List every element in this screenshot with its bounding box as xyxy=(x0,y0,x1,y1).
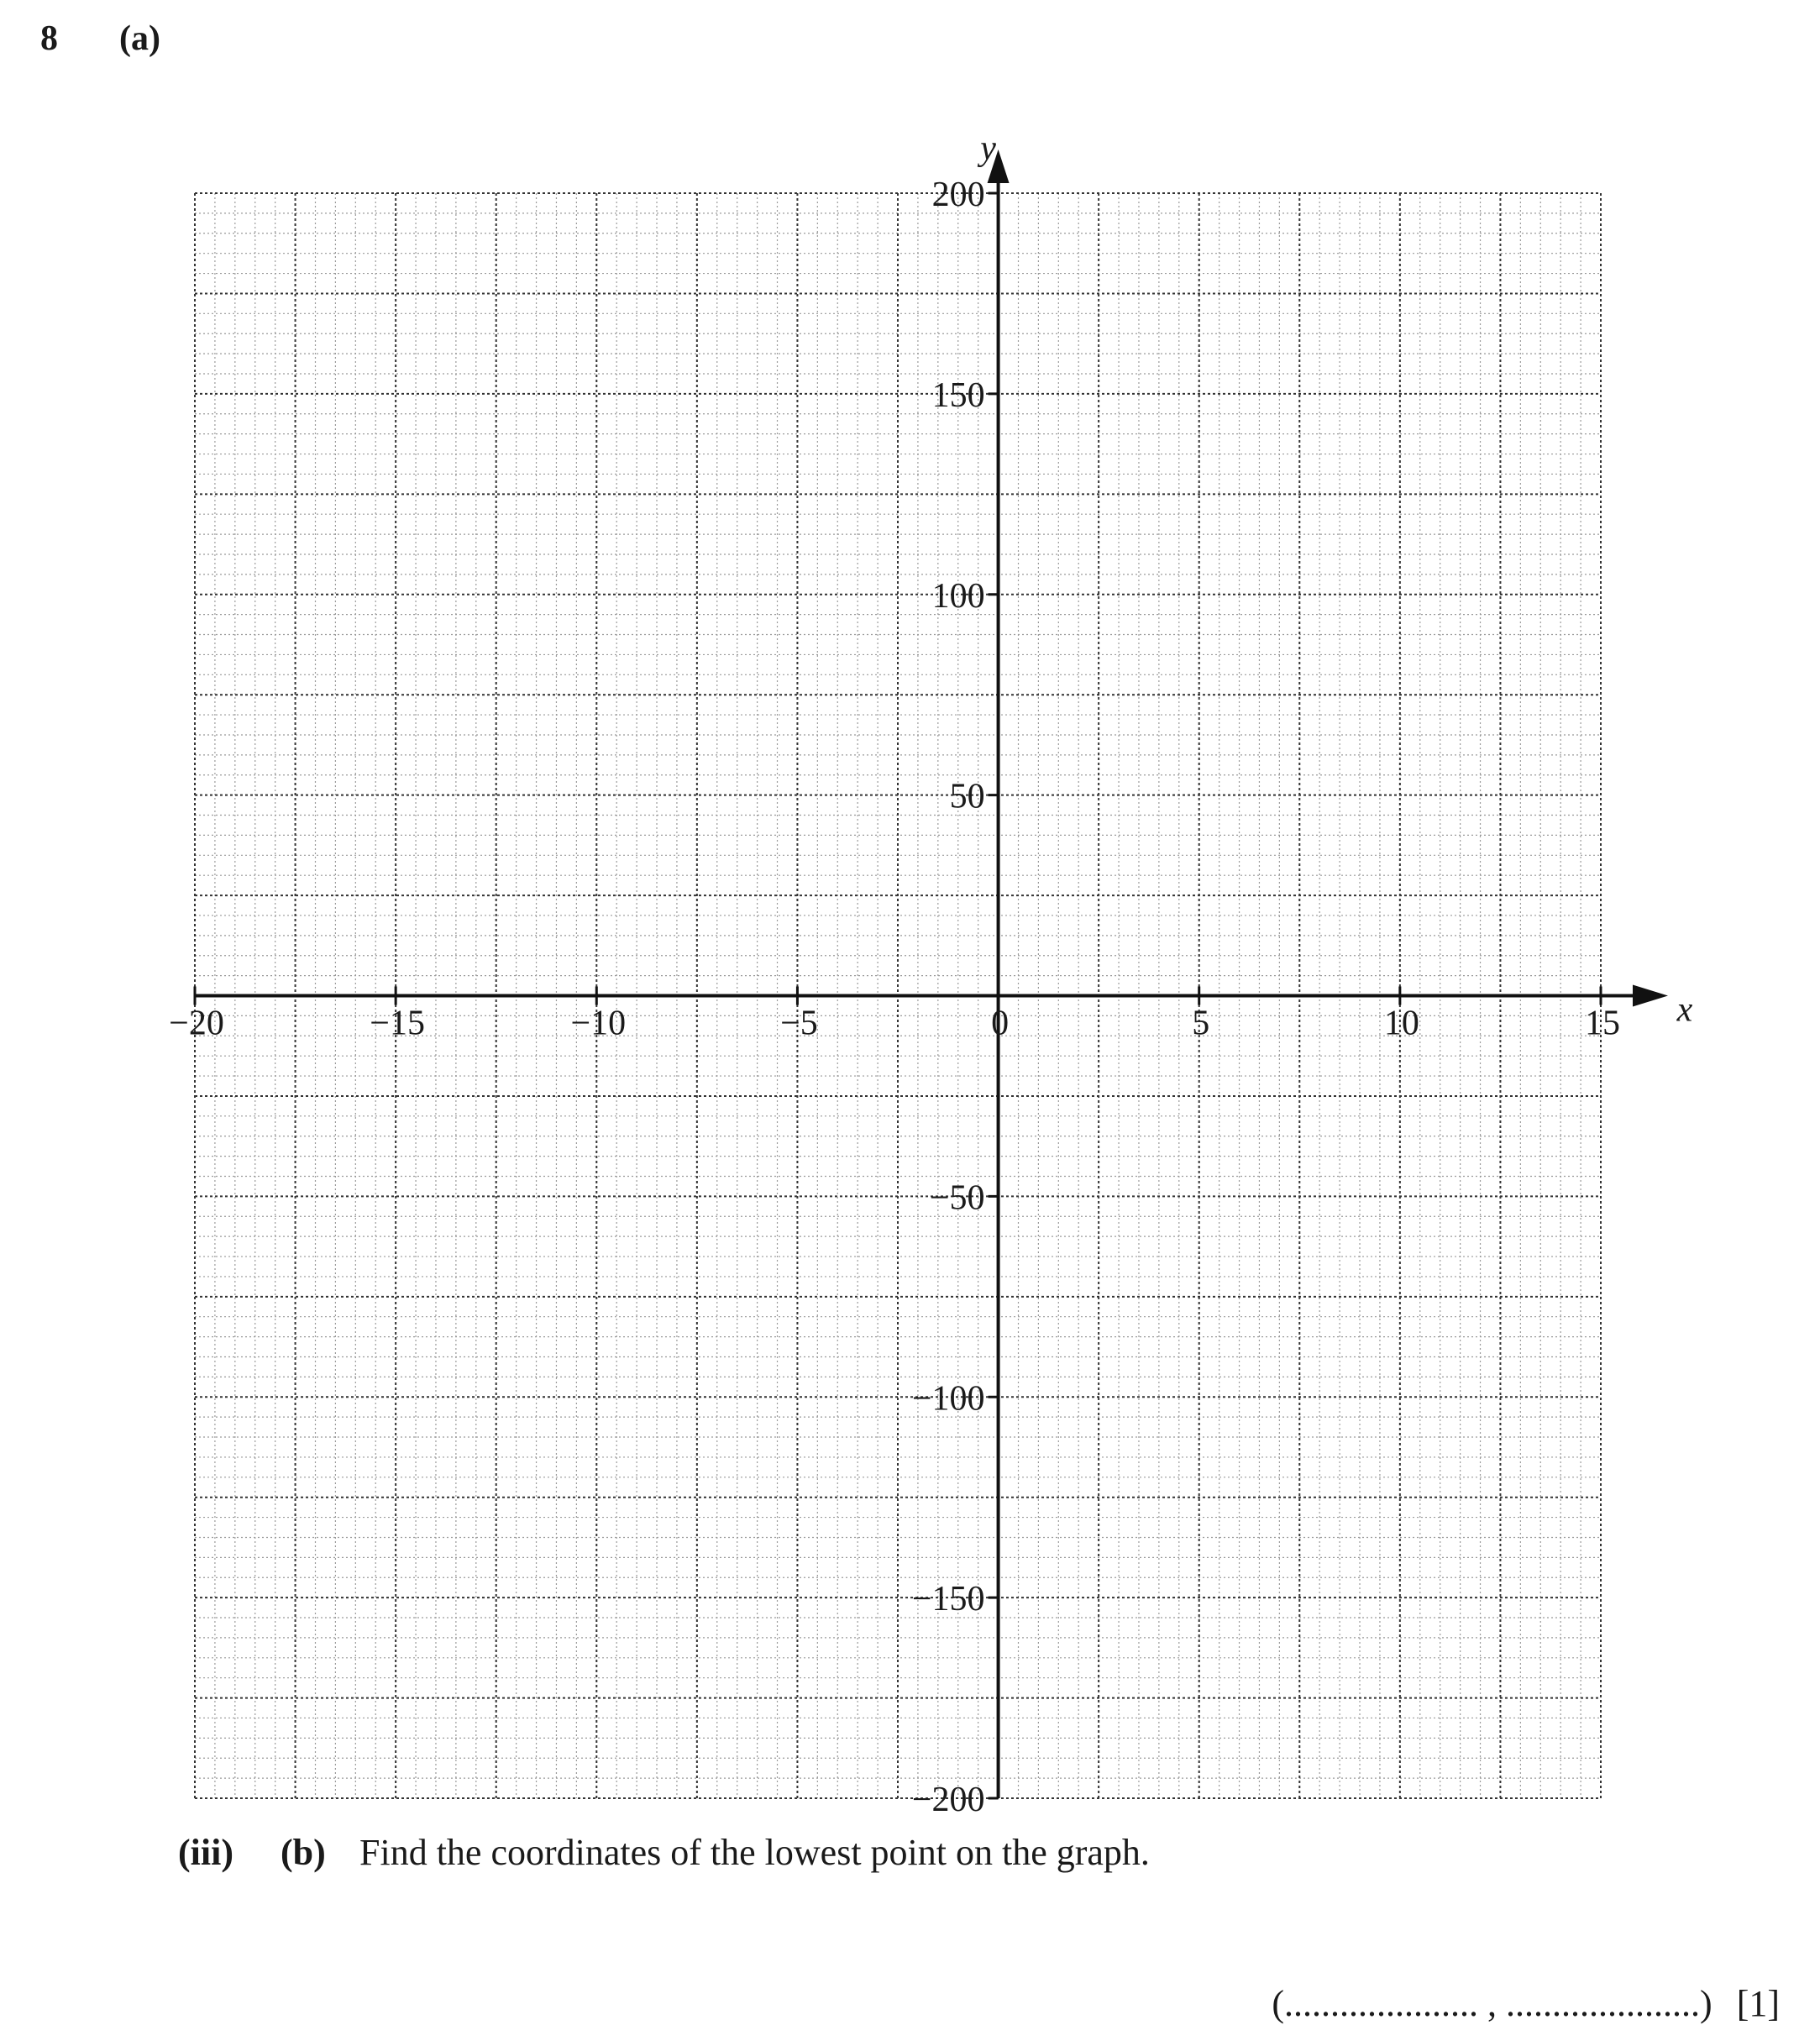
sub-question-letter: (b) xyxy=(281,1832,326,1873)
question-part-label: (a) xyxy=(119,19,160,58)
x-tick-label: −10 xyxy=(570,1004,627,1043)
y-tick-label: 50 xyxy=(949,777,985,816)
x-tick-label: 0 xyxy=(991,1004,1010,1043)
x-tick-label: −20 xyxy=(169,1004,224,1043)
marks-label: [1] xyxy=(1736,1983,1780,2024)
x-tick-label: 5 xyxy=(1192,1004,1210,1043)
x-tick-label: −15 xyxy=(370,1004,425,1043)
x-axis-arrowhead xyxy=(1633,985,1668,1007)
y-tick-label: 200 xyxy=(931,176,985,214)
question-number: 8 xyxy=(40,19,58,58)
x-tick-label: 10 xyxy=(1383,1004,1419,1043)
y-tick-label: −200 xyxy=(911,1781,985,1819)
x-tick-label: 15 xyxy=(1585,1004,1620,1043)
answer-line[interactable] xyxy=(1272,1982,1780,2025)
sub-question-text: Find the coordinates of the lowest point on the graph. xyxy=(359,1832,1150,1873)
x-tick-label: −5 xyxy=(780,1004,818,1043)
x-axis-label: x xyxy=(1676,990,1693,1030)
y-axis-label: y xyxy=(980,129,996,168)
y-tick-label: 100 xyxy=(931,576,985,616)
y-tick-label: 150 xyxy=(931,375,985,415)
sub-question-roman: (iii) xyxy=(178,1832,233,1873)
y-tick-label: −50 xyxy=(929,1178,985,1218)
y-tick-label: −150 xyxy=(911,1580,985,1619)
y-tick-label: −100 xyxy=(911,1379,985,1419)
answer-blanks[interactable]: (..................... , .....................) xyxy=(1272,1983,1712,2024)
